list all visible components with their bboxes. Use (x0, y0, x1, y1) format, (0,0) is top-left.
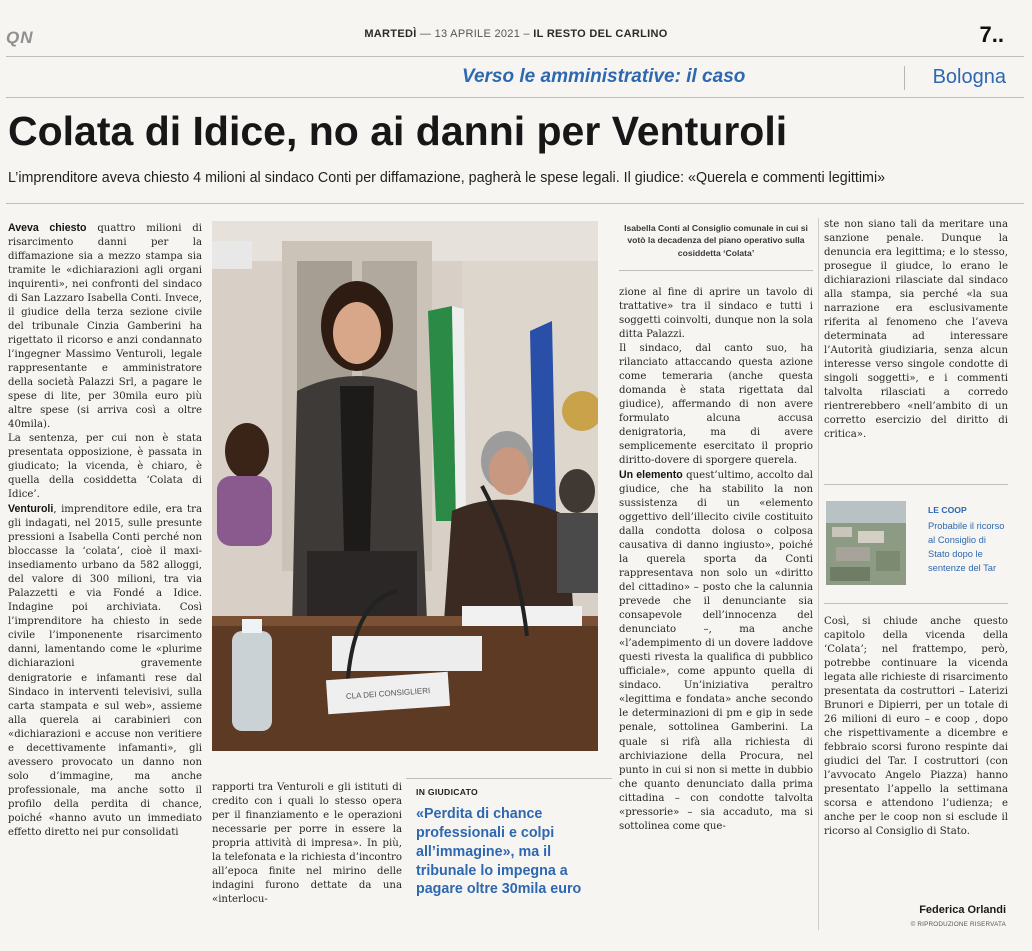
article-column-1 (8, 221, 202, 927)
paragraph: rapporti tra Venturoli e gli istituti di credito con i quali lo stesso opera per il finanziamento e le operazioni necessarie per porre in essere la propria attività di impresa». In più, la telefonata e la richiesta d’incontro all’epoca finite nel mirino delle indagini furono dettate da una «interlocu- (212, 782, 402, 906)
article-column-2 (212, 781, 402, 929)
related-box (824, 484, 1008, 604)
paragraph: Il sindaco, dal canto suo, ha rilanciato attaccando questa azione come temeraria (anche questa domanda è stata rigettata dal giudice), affermando di non avere formulato alcuna accusa denigratoria, ma di avere semplicemente esercitato il proprio diritto-dovere di sporgere querela. (619, 343, 813, 467)
paragraph-text: quest’ultimo, accolto dal giudice, che ha stabilito la non sussistenza di un «elemento oggettivo dell’illecito civile costituito dalla condotta dolosa o colposa causativa di danno ingiusto», poiché la querela sporta da Conti rappresentava non solo un «diritto del cittadino» – posto che la calunnia prevede che il denunciante sia consapevole dell’innocenza del denunciato –, ma anche «l’adempimento di un dovere laddove questi rivesta la qualifica di pubblico ufficiale», come appunto quella di sindaco. Un’iniziativa peraltro «legittima e fondata» anche secondo le determinazioni di pm e gip in sede penale, sottolinea Gamberini. La quale si rifà alla richiesta di archiviazione della Procura, nel punto in cui si non si mette in dubbio che quanto denunciato dalla prima cittadina – con condotte talvolta «pressorie» – sia accaduto, ma si sottolinea come que- (619, 470, 813, 832)
subtitle-rule (6, 203, 1024, 204)
article-column-4 (824, 218, 1008, 468)
photo-nameplate-text: CLA DEI CONSIGLIERI (345, 686, 431, 701)
lead-in: Un elemento (619, 469, 683, 482)
page-number: 7.. (979, 22, 1004, 47)
paragraph-text: quattro milioni di risarcimento danni per la diffamazione sia a mezzo stampa sia tramite le «dichiarazioni agli organi inquirenti», nei confronti del sindaco di San Lazzaro Isabella Conti. Invece, il giudice della terza sezione civile del tribunale Cinzia Gamberini ha rigettato il ricorso e anzi condannato l’ingegner Massimo Venturoli, legale rappresentante e amministratore della società Palazzi Srl, a pagare le spese di lite, per 30mila euro più altre spese (si arriva così a oltre 40mila). (8, 223, 202, 431)
caption-rule (619, 270, 813, 271)
aerial-photo-illustration (826, 501, 906, 585)
article-column-5 (824, 615, 1008, 901)
subtitle: L’imprenditore aveva chiesto 4 milioni al sindaco Conti per diffamazione, pagherà le spese legali. Il giudice: «Querela e commenti legittimi» (8, 170, 886, 186)
article-column-3 (619, 286, 813, 929)
related-text: Probabile il ricorso al Consiglio di Stato dopo le sentenze del Tar (928, 521, 1005, 573)
paragraph (619, 468, 813, 833)
copyright: © RIPRODUZIONE RISERVATA (910, 921, 1006, 928)
photo-council-meeting (212, 221, 598, 751)
pull-quote (406, 778, 612, 928)
paragraph-text: , imprenditore edile, era tra gli indagati, nel 2015, sulle presunte pressioni a Isabella Conti perché non bloccasse la ‘colata’, cioè il maxi-insediamento urbano da 582 alloggi, del valore di 300 milioni, tra via Palazzetti e via Fondé a Idice. Indagine poi archiviata. Così l’imprenditore ha chiesto in sede civile l’imponenente risarcimento danni, lamentando come le «plurime dichiarazioni gravemente denigratorie e infamanti rese dal Sindaco in interventi televisivi, sulla carta stampata e sul web», assieme alla querela ai carabinieri con «dichiarazioni e accuse non veritiere e decettivamente infamanti», gli avessero provocato un danno non solo d’immagine, ma anche professionale, ma anche sotto il profilo della perdita di chance, poiché «hanno avuto un immediato effetto diretto nei pur consolidati (8, 504, 202, 838)
newspaper-name: IL RESTO DEL CARLINO (533, 28, 668, 40)
paragraph (8, 502, 202, 839)
dateline (0, 28, 1032, 40)
paragraph: ste non siano tali da meritare una sanzione penale. Dunque la denuncia era legittima; e lo stesso, prosegue il giudce, lo erano le dichiarazioni rilasciate dal sindaco alla stampa, sia perché «la sua narrazione era esclusivamente riferita al fenomeno che l’aveva determinata ad interessare l’Autorità giudiziaria, senza alcun interesse verso singole condotte di singoli soggetti», e i commenti talvolta rilasciati a corredo rientrerebbero «nell’ambito di un corretto esercizio del diritto di critica». (824, 219, 1008, 441)
paragraph: La sentenza, per cui non è stata presentata opposizione, è passata in giudicato; la vicenda, è chiaro, è quella della cosiddetta ‘Colata di Idice’. (8, 433, 202, 501)
dateline-separator-2: – (523, 28, 530, 40)
paragraph (8, 221, 202, 432)
pull-quote-tag: IN GIUDICATO (416, 787, 479, 797)
section-label: Bologna (932, 66, 1006, 88)
issue-date: 13 APRILE 2021 (434, 28, 521, 40)
related-tag: LE COOP (928, 505, 967, 515)
kicker-rule (6, 97, 1024, 98)
kicker: Verso le amministrative: il caso (462, 66, 746, 87)
paragraph: Così, si chiude anche questo capitolo della vicenda della ‘Colata’; nel frattempo, però, potrebbe continuare la vicenda legata alle richieste di risarcimento presentata da costruttori – Laterizi Brunori e Dipierri, per un totale di 26 milioni di euro – e coop , dopo che rispettivamente a dicembre e febbraio scorsi furono respinte dai giudici del Tar. I costruttori (con l’avvocato Angelo Piazza) hanno presentato l’appello la settimana scorsa e attendono l’udienza; e anche per le coop non si esclude il ricorso al Consiglio di Stato. (824, 616, 1008, 838)
photo-caption: Isabella Conti al Consiglio comunale in cui si votò la decadenza del piano operativo sulla cosiddetta ‘Colata’ (624, 223, 808, 258)
pull-quote-text: «Perdita di chance professionali e colpi all’immagine», ma il tribunale lo impegna a pagare oltre 30mila euro (416, 806, 582, 898)
paragraph: zione al fine di aprire un tavolo di trattative» tra il sindaco e tutti i soggetti coinvolti, dunque non la sola ditta Palazzi. (619, 287, 813, 341)
related-thumbnail (826, 501, 906, 585)
photo-illustration (212, 221, 598, 751)
column-divider (818, 218, 819, 930)
masthead-rule (6, 56, 1024, 57)
headline: Colata di Idice, no ai danni per Venturoli (8, 108, 788, 154)
byline: Federica Orlandi (919, 904, 1006, 916)
issue-day: MARTEDÌ (364, 28, 417, 40)
kicker-divider (904, 66, 905, 90)
lead-in: Venturoli (8, 503, 54, 516)
dateline-separator: — (419, 28, 432, 40)
lead-in: Aveva chiesto (8, 222, 87, 234)
masthead (0, 18, 1032, 52)
newspaper-logo: QN (6, 28, 34, 47)
